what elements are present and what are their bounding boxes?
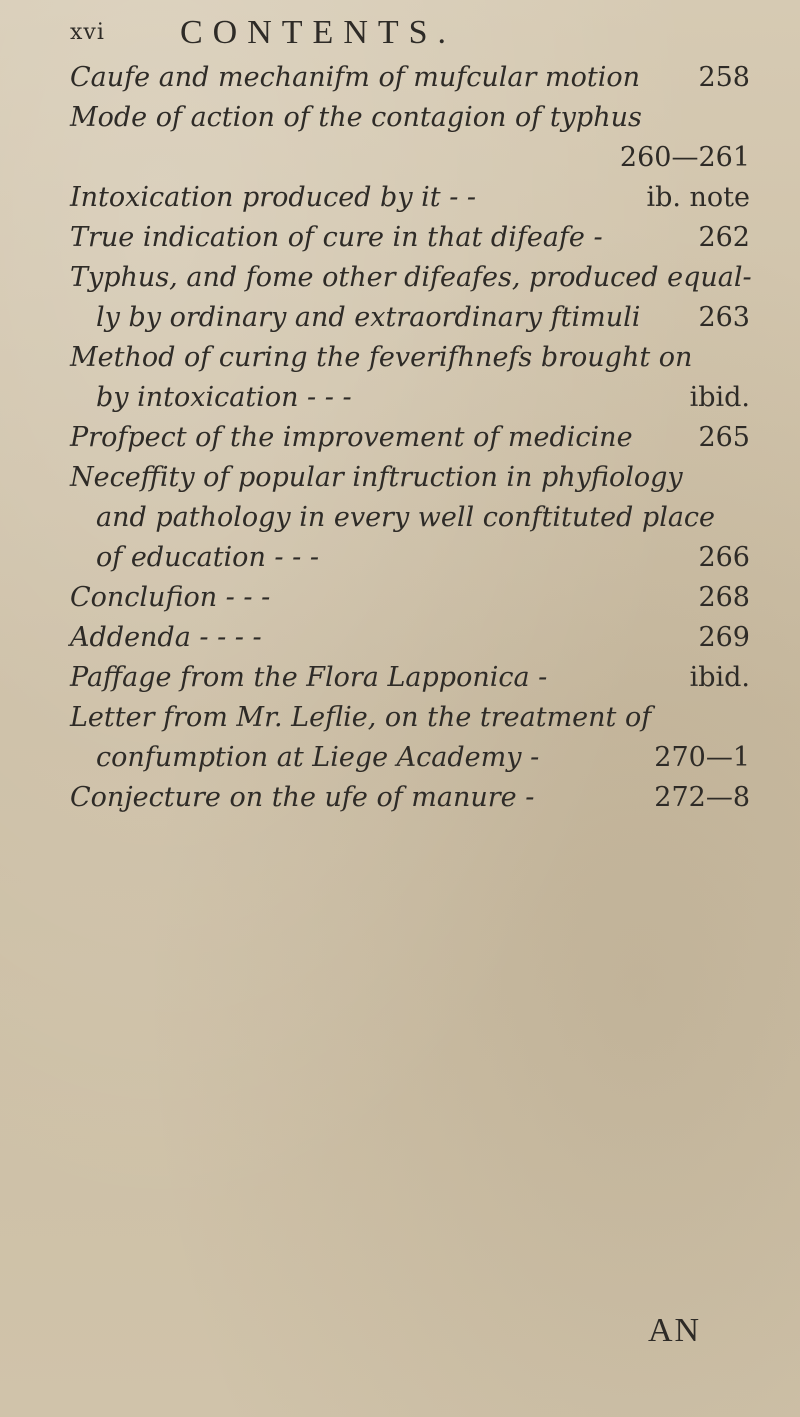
entry-text: Method of curing the feverifhnefs brought on [70,342,693,373]
contents-line [70,778,750,818]
entry-text: Paffage from the Flora Lapponica - [70,662,548,693]
contents-line [70,58,750,98]
contents-line [70,538,750,578]
entry-page: ibid. [689,662,750,693]
entry-page: 268 [698,582,750,613]
contents-line [70,138,750,178]
entry-text: by intoxication - - - [96,382,352,413]
contents-line [70,658,750,698]
contents-line [70,178,750,218]
entry-text: Neceffity of popular inftruction in phyfiology [70,462,683,493]
entry-text: Typhus, and fome other difeafes, produced equal- [70,262,752,293]
contents-list [70,58,750,818]
contents-line [70,258,750,298]
contents-line [70,418,750,458]
entry-page: 260—261 [619,142,750,173]
entry-page: 258 [698,62,750,93]
entry-text: Caufe and mechanifm of mufcular motion [70,62,640,93]
entry-text: Intoxication produced by it - - [70,182,477,213]
entry-text: Profpect of the improvement of medicine [70,422,633,453]
contents-line [70,498,750,538]
entry-page: 263 [698,302,750,333]
entry-page: 272—8 [654,782,750,813]
contents-line [70,618,750,658]
entry-text: Letter from Mr. Leflie, on the treatment of [70,702,652,733]
contents-line [70,298,750,338]
entry-text: Conclufion - - - [70,582,271,613]
contents-line [70,578,750,618]
folio-number: xvi [70,20,105,45]
entry-page: 270—1 [654,742,750,773]
entry-text: confumption at Liege Academy - [96,742,540,773]
entry-text: Mode of action of the contagion of typhus [70,102,642,133]
entry-text: and pathology in every well conftituted place [96,502,716,533]
page-header [70,14,750,54]
contents-line [70,738,750,778]
contents-line [70,218,750,258]
contents-line [70,378,750,418]
entry-text: of education - - - [96,542,319,573]
entry-page: 265 [698,422,750,453]
contents-line [70,338,750,378]
contents-line [70,458,750,498]
entry-page: ib. note [646,182,750,213]
entry-page: 269 [698,622,750,653]
running-title: CONTENTS. [180,14,457,51]
entry-page: 266 [698,542,750,573]
entry-page: ibid. [689,382,750,413]
contents-line [70,698,750,738]
entry-text: Conjecture on the ufe of manure - [70,782,535,813]
entry-text: Addenda - - - - [70,622,262,653]
entry-page: 262 [698,222,750,253]
entry-text: ly by ordinary and extraordinary ftimuli [96,302,641,333]
contents-line [70,98,750,138]
catchword: AN [648,1312,702,1349]
entry-text: True indication of cure in that difeafe - [70,222,603,253]
